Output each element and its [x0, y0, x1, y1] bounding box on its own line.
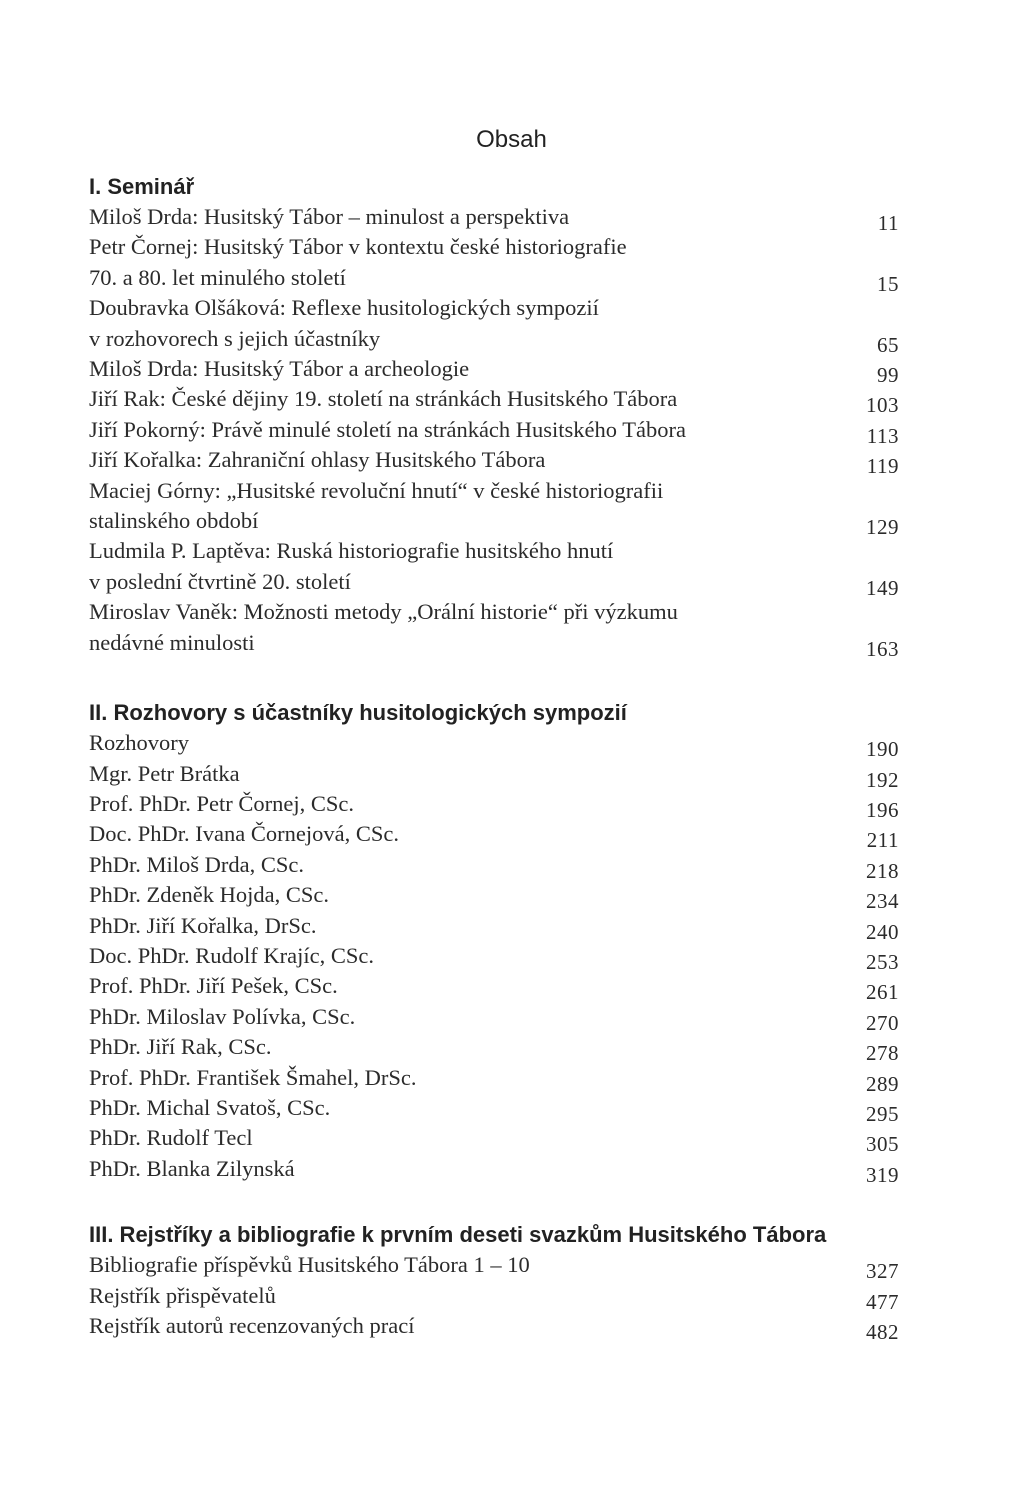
- page-number: 15: [877, 271, 899, 296]
- page-number: 65: [877, 332, 899, 357]
- page-number: 261: [866, 980, 899, 1005]
- entry-title-line: 70. a 80. let minulého století: [89, 264, 346, 290]
- toc-entry: [89, 415, 909, 448]
- page-number: 218: [866, 858, 899, 883]
- toc-entry: [89, 1154, 909, 1187]
- toc-entry: [89, 1250, 909, 1284]
- entry-title-line: v rozhovorech s jejich účastníky: [89, 325, 381, 351]
- page-number: 477: [866, 1289, 899, 1314]
- page-number: 278: [866, 1041, 899, 1066]
- page-number: 190: [866, 737, 899, 762]
- page-number: 99: [877, 363, 899, 388]
- page-number: 482: [866, 1320, 899, 1344]
- entry-title-line: Ludmila P. Laptěva: Ruská historiografie husitského hnutí: [89, 538, 614, 564]
- entry-title-line: Rejstřík přispěvatelů: [89, 1282, 276, 1308]
- entry-title-line: Jiří Pokorný: Právě minulé století na stránkách Husitského Tábora: [89, 416, 686, 442]
- toc-entry: [89, 354, 909, 388]
- entry-title-line: Doc. PhDr. Rudolf Krajíc, CSc.: [89, 942, 374, 968]
- toc-entry: [89, 728, 909, 762]
- entry-title-line: PhDr. Jiří Rak, CSc.: [89, 1034, 272, 1060]
- toc-entry: [89, 819, 909, 853]
- page-number: 319: [866, 1162, 899, 1187]
- entry-title-line: Mgr. Petr Brátka: [89, 760, 240, 786]
- entry-title-line: Petr Čornej: Husitský Tábor v kontextu české historiografie: [89, 234, 627, 260]
- entry-title-line: Prof. PhDr. Petr Čornej, CSc.: [89, 790, 355, 816]
- page-number: 270: [866, 1010, 899, 1035]
- entry-title-line: Maciej Górny: „Husitské revoluční hnutí“ v české historiografii: [89, 477, 664, 503]
- toc-entry: [89, 911, 909, 944]
- entry-title-line: Miloš Drda: Husitský Tábor a archeologie: [89, 356, 470, 382]
- page-number: 113: [866, 423, 899, 448]
- entry-title-line: PhDr. Miloslav Polívka, CSc.: [89, 1003, 356, 1029]
- page-number: 196: [866, 797, 899, 822]
- section-heading: III. Rejstříky a bibliografie k prvním deseti svazkům Husitského Tábora: [89, 1222, 827, 1248]
- toc-entry: [89, 597, 909, 661]
- page-title: Obsah: [476, 126, 547, 153]
- toc-entry: [89, 476, 909, 540]
- toc-entry: [89, 293, 909, 357]
- toc-entry: [89, 1063, 909, 1096]
- entry-title-line: stalinského období: [89, 508, 259, 534]
- page-number: 305: [866, 1132, 899, 1157]
- entry-title-line: Doubravka Olšáková: Reflexe husitologických sympozií: [89, 295, 599, 321]
- entry-title-line: PhDr. Zdeněk Hojda, CSc.: [89, 882, 329, 908]
- entry-title-line: PhDr. Rudolf Tecl: [89, 1125, 253, 1151]
- page-number: 163: [866, 636, 899, 661]
- entry-title-line: PhDr. Miloš Drda, CSc.: [89, 851, 305, 877]
- entry-title-line: Jiří Rak: České dějiny 19. století na stránkách Husitského Tábora: [89, 386, 678, 412]
- toc-entry: [89, 445, 909, 479]
- entry-title-line: Miroslav Vaněk: Možnosti metody „Orální historie“ při výzkumu: [89, 599, 678, 625]
- toc-entry: [89, 880, 909, 914]
- page-number: 103: [866, 393, 899, 418]
- page-number: 253: [866, 949, 899, 974]
- section-heading: II. Rozhovory s účastníky husitologických sympozií: [89, 700, 627, 726]
- toc-entry: [89, 1281, 909, 1314]
- entry-title-line: Doc. PhDr. Ivana Čornejová, CSc.: [89, 821, 399, 847]
- entry-title-line: Bibliografie příspěvků Husitského Tábora 1 – 10: [89, 1252, 530, 1278]
- toc-entry: [89, 941, 909, 974]
- entry-title-line: nedávné minulosti: [89, 629, 255, 655]
- toc-entry: [89, 1311, 909, 1344]
- page-number: 129: [866, 515, 899, 540]
- toc-section: [89, 698, 909, 1187]
- entry-title-line: PhDr. Jiří Kořalka, DrSc.: [89, 912, 317, 938]
- toc-entry: [89, 850, 909, 883]
- entry-title-line: Prof. PhDr. Jiří Pešek, CSc.: [89, 973, 338, 999]
- entry-title-line: Prof. PhDr. František Šmahel, DrSc.: [89, 1064, 417, 1090]
- entry-title-line: Rejstřík autorů recenzovaných prací: [89, 1313, 415, 1338]
- toc-entry: [89, 536, 909, 600]
- toc-entry: [89, 1002, 909, 1035]
- toc-section: [89, 172, 909, 661]
- toc-entry: [89, 789, 909, 822]
- toc-entry: [89, 232, 909, 296]
- entry-title-line: PhDr. Blanka Zilynská: [89, 1155, 295, 1181]
- entry-title-line: Jiří Kořalka: Zahraniční ohlasy Husitského Tábora: [89, 447, 546, 473]
- toc-entry: [89, 1093, 909, 1126]
- section-heading: I. Seminář: [89, 174, 195, 199]
- toc-entry: [89, 1032, 909, 1066]
- entry-title-line: v poslední čtvrtině 20. století: [89, 568, 351, 594]
- page-number: 240: [866, 919, 899, 944]
- page-number: 295: [866, 1101, 899, 1126]
- page-number: 234: [866, 889, 899, 914]
- toc-entry: [89, 759, 909, 792]
- page-number: 289: [866, 1071, 899, 1096]
- page-number: 192: [866, 767, 899, 792]
- page-number: 119: [866, 454, 899, 479]
- toc-entry: [89, 384, 909, 418]
- entry-title-line: Miloš Drda: Husitský Tábor – minulost a perspektiva: [89, 204, 570, 229]
- page-number: 11: [877, 211, 899, 235]
- toc-section: [89, 1220, 909, 1344]
- table-of-contents: [89, 172, 909, 1344]
- page-number: 327: [866, 1259, 899, 1284]
- entry-title-line: PhDr. Michal Svatoš, CSc.: [89, 1094, 331, 1120]
- toc-entry: [89, 971, 909, 1005]
- page-number: 211: [866, 828, 899, 853]
- toc-entry: [89, 1123, 909, 1157]
- entry-title-line: Rozhovory: [89, 730, 189, 756]
- page-number: 149: [866, 575, 899, 600]
- toc-entry: [89, 202, 909, 235]
